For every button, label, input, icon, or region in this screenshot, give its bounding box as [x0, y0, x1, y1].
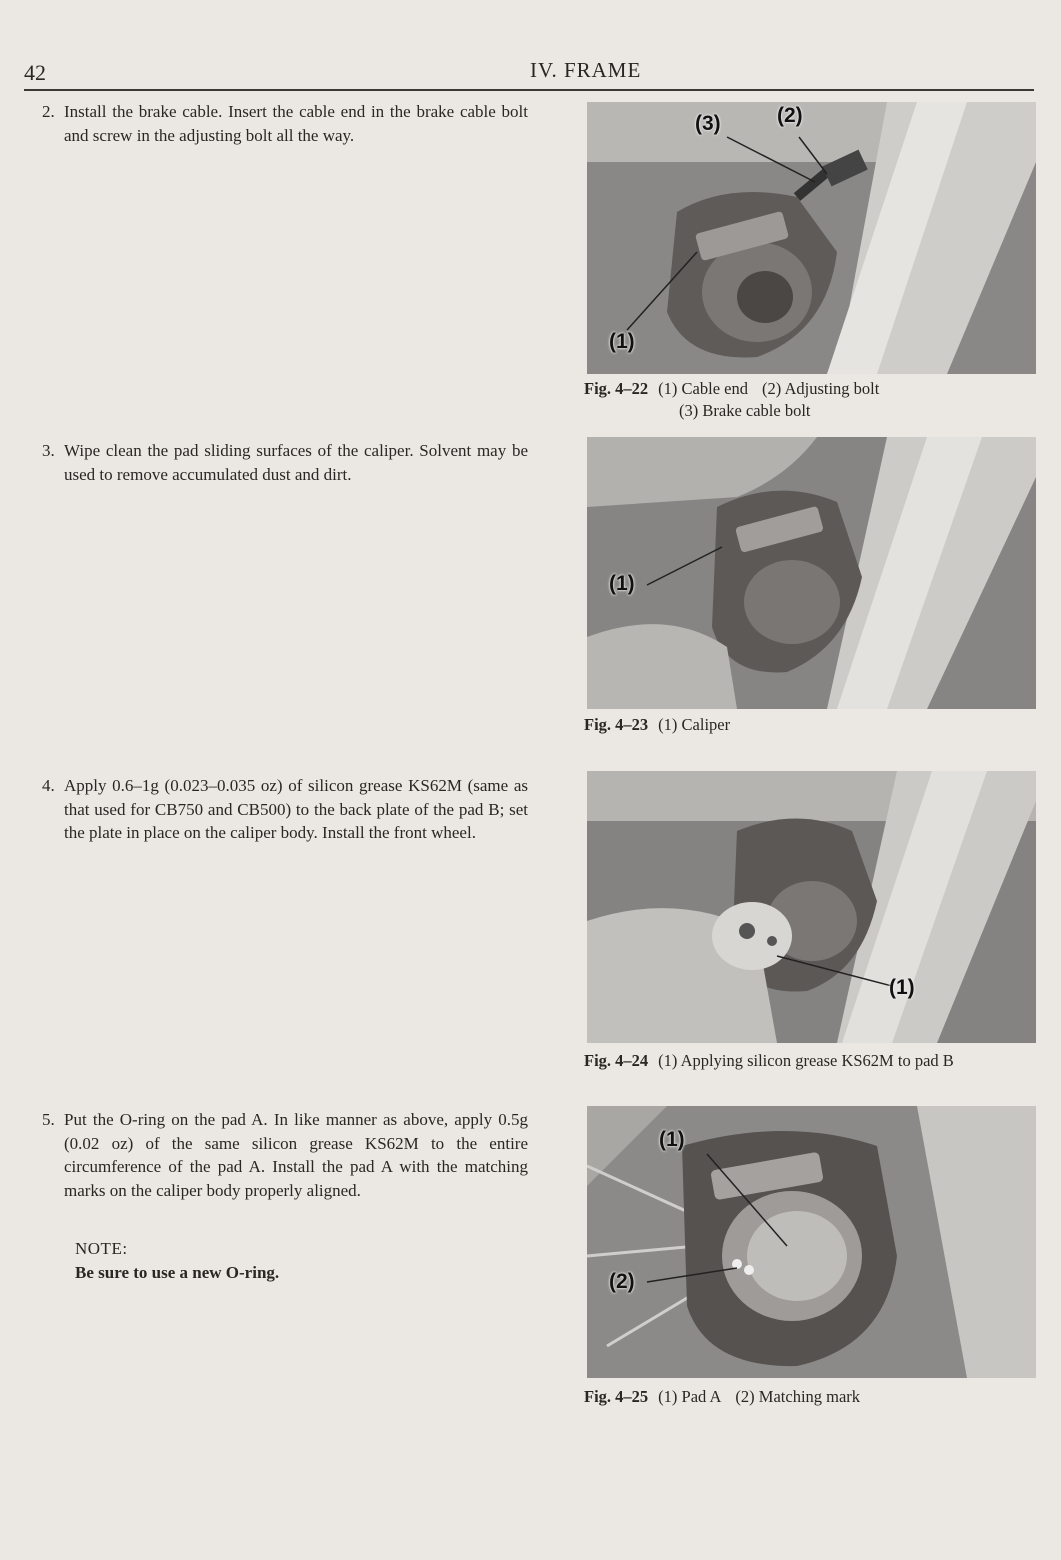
figure-4-23-caption [584, 714, 744, 736]
note-block [75, 1237, 279, 1285]
step-number: 2. [42, 102, 55, 121]
figure-4-22-photo [587, 102, 1036, 374]
step-5 [42, 1108, 528, 1202]
step-2 [42, 100, 528, 147]
step-number: 5. [42, 1110, 55, 1129]
header-divider [24, 89, 1034, 91]
caption-item: (1) Cable end [658, 379, 748, 398]
callout-1: (1) [609, 572, 635, 595]
step-number: 4. [42, 776, 55, 795]
callout-2: (2) [609, 1270, 635, 1293]
figure-id: Fig. 4–24 [584, 1051, 649, 1070]
caption-item: (3) Brake cable bolt [679, 401, 811, 420]
figure-4-22-caption [584, 378, 893, 422]
step-number: 3. [42, 441, 55, 460]
caption-item: (1) Applying silicon grease KS62M to pad B [658, 1051, 954, 1070]
figure-4-24-caption [584, 1050, 968, 1072]
callout-1: (1) [889, 976, 915, 999]
callout-3: (3) [695, 112, 721, 135]
note-title: NOTE: [75, 1239, 128, 1258]
step-text: Wipe clean the pad sliding surfaces of the caliper. Solvent may be used to remove accumulated dust and dirt. [64, 441, 528, 484]
caption-item: (1) Caliper [658, 715, 731, 734]
caption-item: (2) Adjusting bolt [761, 379, 880, 398]
figure-id: Fig. 4–25 [584, 1387, 649, 1406]
step-3 [42, 439, 528, 486]
figure-id: Fig. 4–23 [584, 715, 649, 734]
section-title: IV. FRAME [530, 58, 642, 82]
callout-1: (1) [609, 330, 635, 353]
figure-4-24-photo [587, 771, 1036, 1043]
figure-id: Fig. 4–22 [584, 379, 649, 398]
caliper-photo-image [587, 1106, 1036, 1378]
callout-2: (2) [777, 104, 803, 127]
step-text: Put the O-ring on the pad A. In like manner as above, apply 0.5g (0.02 oz) of the same silicon grease KS62M to the entire circumference of the pad A. Install the pad A with the matching marks on the caliper body properly aligned. [64, 1110, 528, 1200]
caption-item: (2) Matching mark [735, 1387, 861, 1406]
figure-4-23-photo [587, 437, 1036, 709]
step-4 [42, 774, 528, 845]
caliper-photo-image [587, 102, 1036, 374]
caliper-photo-image [587, 771, 1036, 1043]
page-number: 42 [24, 60, 46, 85]
step-text: Apply 0.6–1g (0.023–0.035 oz) of silicon grease KS62M (same as that used for CB750 and CB500) to the back plate of the pad B; set the plate in place on the caliper body. Install the front wheel. [64, 776, 528, 842]
figure-4-25-caption [584, 1386, 874, 1408]
note-text: Be sure to use a new O-ring. [75, 1263, 280, 1282]
callout-1: (1) [659, 1128, 685, 1151]
caption-item: (1) Pad A [658, 1387, 722, 1406]
caliper-photo-image [587, 437, 1036, 709]
figure-4-25-photo [587, 1106, 1036, 1378]
step-text: Install the brake cable. Insert the cable end in the brake cable bolt and screw in the adjusting bolt all the way. [64, 102, 528, 145]
